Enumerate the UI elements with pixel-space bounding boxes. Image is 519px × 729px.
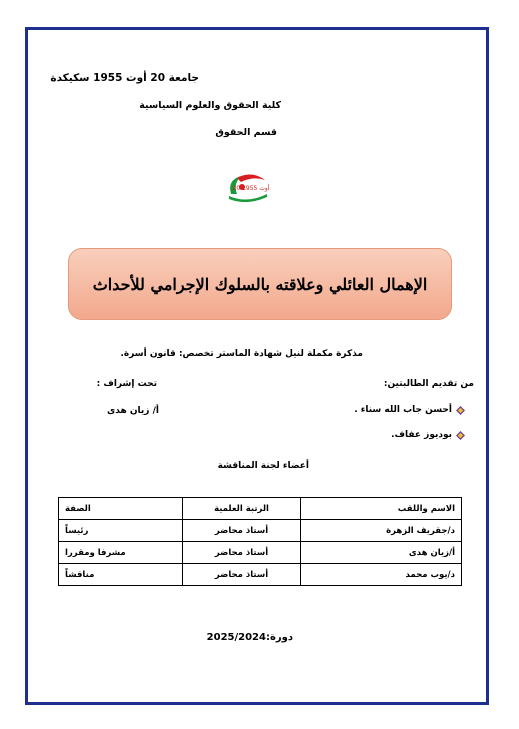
table-row (59, 520, 462, 542)
session-year: دورة:2025/2024 (206, 632, 293, 643)
cell-rank: أستاذ محاضر (183, 564, 301, 586)
university-name: جامعة 20 أوت 1955 سكيكدة (50, 72, 199, 84)
student-name: أحسن جاب الله سناء . (354, 405, 452, 415)
cell-rank: أستاذ محاضر (183, 542, 301, 564)
committee-label: أعضاء لجنة المناقشة (217, 461, 309, 471)
header-role: الصفة (59, 498, 183, 520)
bullet-icon (456, 431, 465, 440)
cell-name: أ/زيان هدى (301, 542, 462, 564)
table-row (59, 564, 462, 586)
bullet-icon (456, 406, 465, 415)
student-item (391, 430, 465, 440)
supervision-label: تحت إشراف : (96, 379, 157, 389)
thesis-title: الإهمال العائلي وعلاقته بالسلوك الإجرامي للأحداث (92, 274, 428, 294)
thesis-title-box (68, 248, 452, 320)
presented-by-label: من تقديم الطالبتين: (383, 379, 474, 389)
memo-description: مذكرة مكملة لنيل شهادة الماستر تخصص: قانون أسرة. (120, 349, 363, 359)
cell-rank: أستاذ محاضر (183, 520, 301, 542)
header-name: الاسم واللقب (301, 498, 462, 520)
table-row (59, 542, 462, 564)
faculty-name: كلية الحقوق والعلوم السياسية (139, 100, 281, 111)
cell-role: رئيساً (59, 520, 183, 542)
table-header-row (59, 498, 462, 520)
logo-text: 20 أوت 1955 (232, 185, 270, 192)
cell-role: مشرفا ومقررا (59, 542, 183, 564)
student-name: بوديوز عفاف. (391, 430, 452, 440)
cell-name: د/يوب محمد (301, 564, 462, 586)
cell-role: مناقشاً (59, 564, 183, 586)
department-name: قسم الحقوق (215, 127, 277, 138)
header-rank: الرتبة العلمية (183, 498, 301, 520)
student-item (354, 405, 465, 415)
cell-name: د/جقريف الزهرة (301, 520, 462, 542)
supervisor-name: أ/ زيان هدى (107, 406, 159, 416)
university-logo (223, 168, 271, 202)
jury-table (58, 497, 462, 586)
